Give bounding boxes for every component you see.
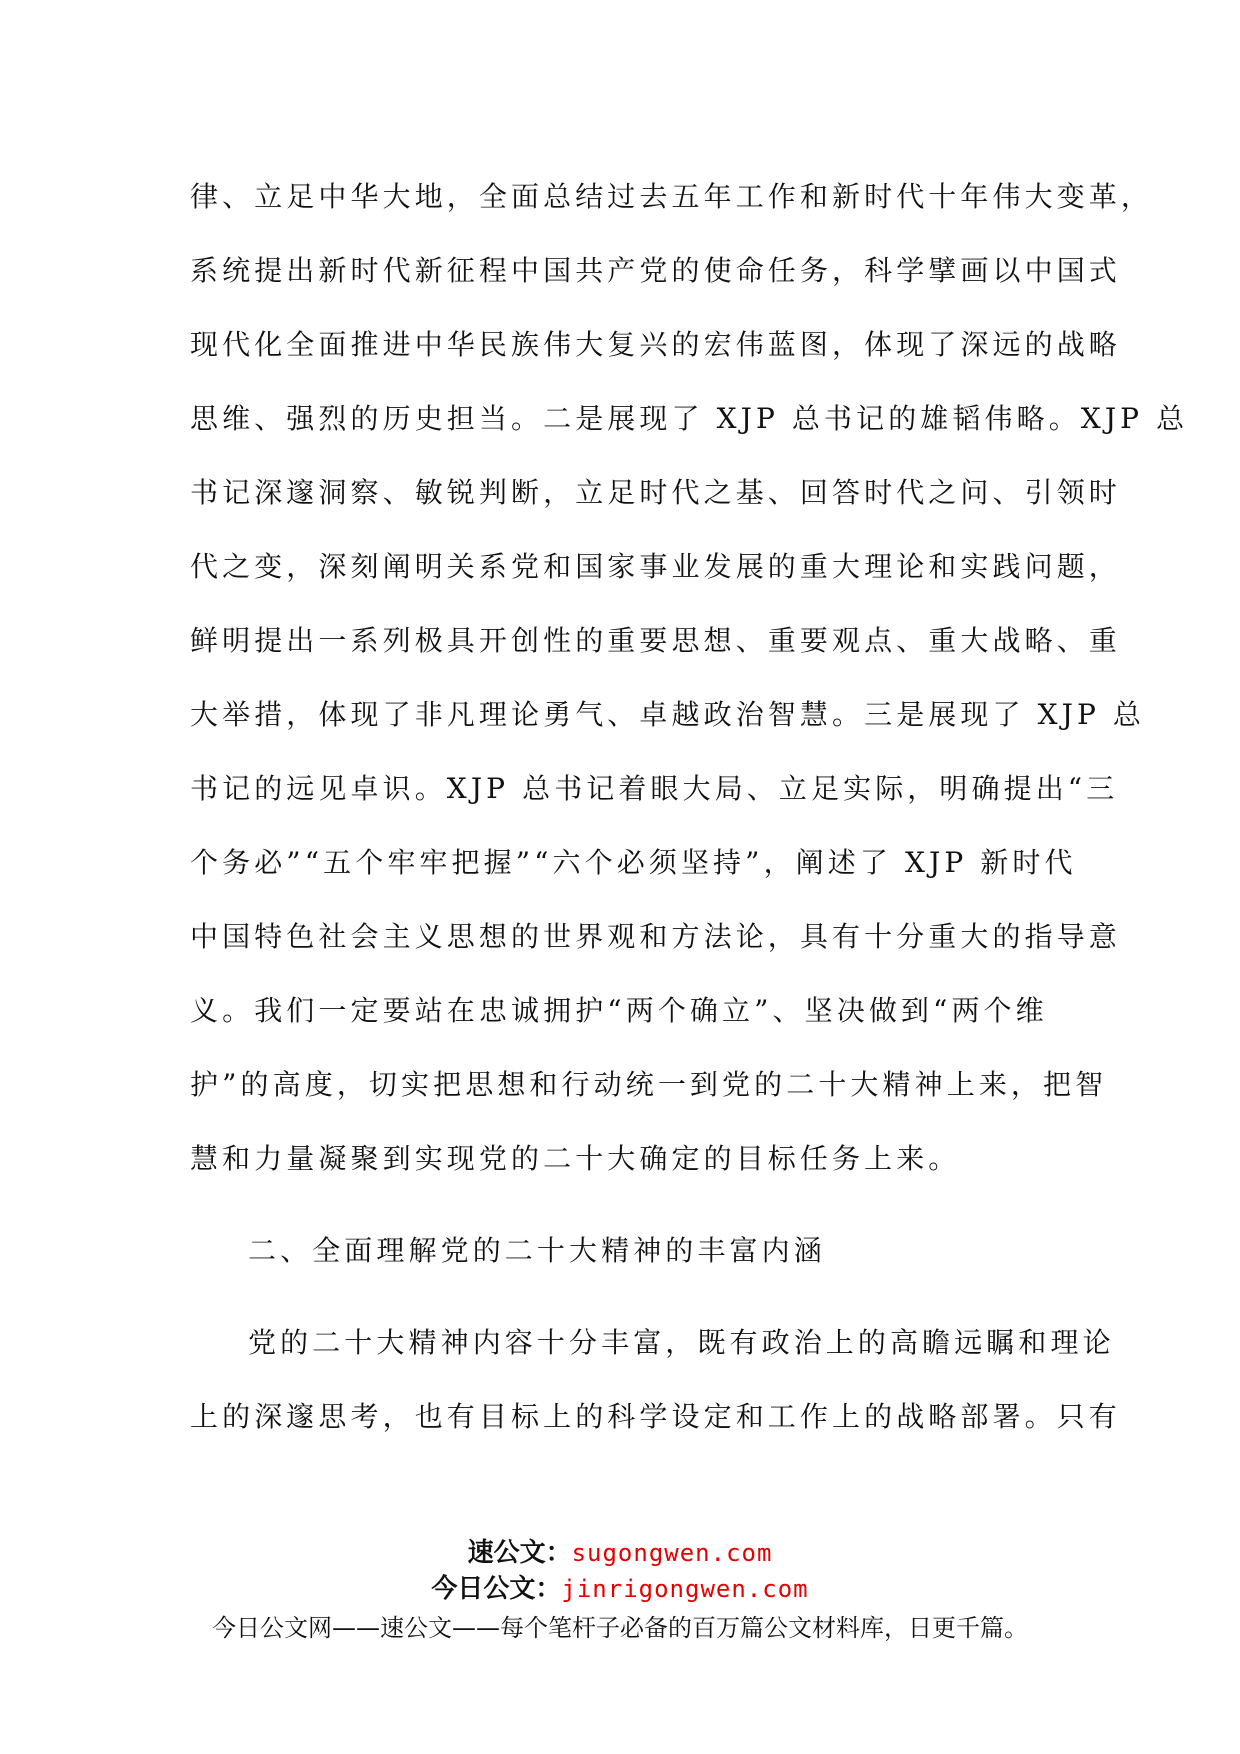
body-line-2: 系统提出新时代新征程中国共产党的使命任务，科学擘画以中国式 <box>190 254 1121 287</box>
section-heading: 二、全面理解党的二十大精神的丰富内涵 <box>248 1234 826 1267</box>
body-line-6: 代之变，深刻阐明关系党和国家事业发展的重大理论和实践问题， <box>190 550 1121 583</box>
footer-label-sugongwen: 速公文： <box>467 1538 572 1568</box>
body-line-14: 慧和力量凝聚到实现党的二十大确定的目标任务上来。 <box>190 1142 961 1175</box>
body-line-8: 大举措，体现了非凡理论勇气、卓越政治智慧。三是展现了 XJP 总 <box>190 698 1146 731</box>
document-body <box>190 160 1189 1454</box>
footer-link-jinrigongwen[interactable]: jinrigongwen.com <box>561 1575 809 1603</box>
body-line-13: 护”的高度，切实把思想和行动统一到党的二十大精神上来，把智 <box>190 1068 1108 1101</box>
body-line-11: 中国特色社会主义思想的世界观和方法论，具有十分重大的指导意 <box>190 920 1121 953</box>
body-line-12: 义。我们一定要站在忠诚拥护“两个确立”、坚决做到“两个维 <box>190 994 1048 1027</box>
footer <box>0 1535 1240 1645</box>
footer-line-jinrigongwen <box>0 1571 1240 1607</box>
body-line-3: 现代化全面推进中华民族伟大复兴的宏伟蓝图，体现了深远的战略 <box>190 328 1121 361</box>
body-line-5: 书记深邃洞察、敏锐判断，立足时代之基、回答时代之问、引领时 <box>190 476 1121 509</box>
body-line-4: 思维、强烈的历史担当。二是展现了 XJP 总书记的雄韬伟略。XJP 总 <box>190 402 1189 435</box>
footer-link-sugongwen[interactable]: sugongwen.com <box>571 1539 773 1567</box>
footer-slogan: 今日公文网——速公文——每个笔杆子必备的百万篇公文材料库，日更千篇。 <box>212 1614 1028 1642</box>
body-line-7: 鲜明提出一系列极具开创性的重要思想、重要观点、重大战略、重 <box>190 624 1121 657</box>
footer-label-jinrigongwen: 今日公文： <box>431 1574 562 1604</box>
body-line-1: 律、立足中华大地，全面总结过去五年工作和新时代十年伟大变革， <box>190 180 1154 213</box>
para2-line-2: 上的深邃思考，也有目标上的科学设定和工作上的战略部署。只有 <box>190 1400 1121 1433</box>
footer-line-sugongwen <box>0 1535 1240 1571</box>
body-line-10: 个务必”“五个牢牢把握”“六个必须坚持”，阐述了 XJP 新时代 <box>190 846 1077 879</box>
para2-line-1: 党的二十大精神内容十分丰富，既有政治上的高瞻远瞩和理论 <box>248 1326 1115 1359</box>
body-line-9: 书记的远见卓识。XJP 总书记着眼大局、立足实际，明确提出“三 <box>190 772 1119 805</box>
